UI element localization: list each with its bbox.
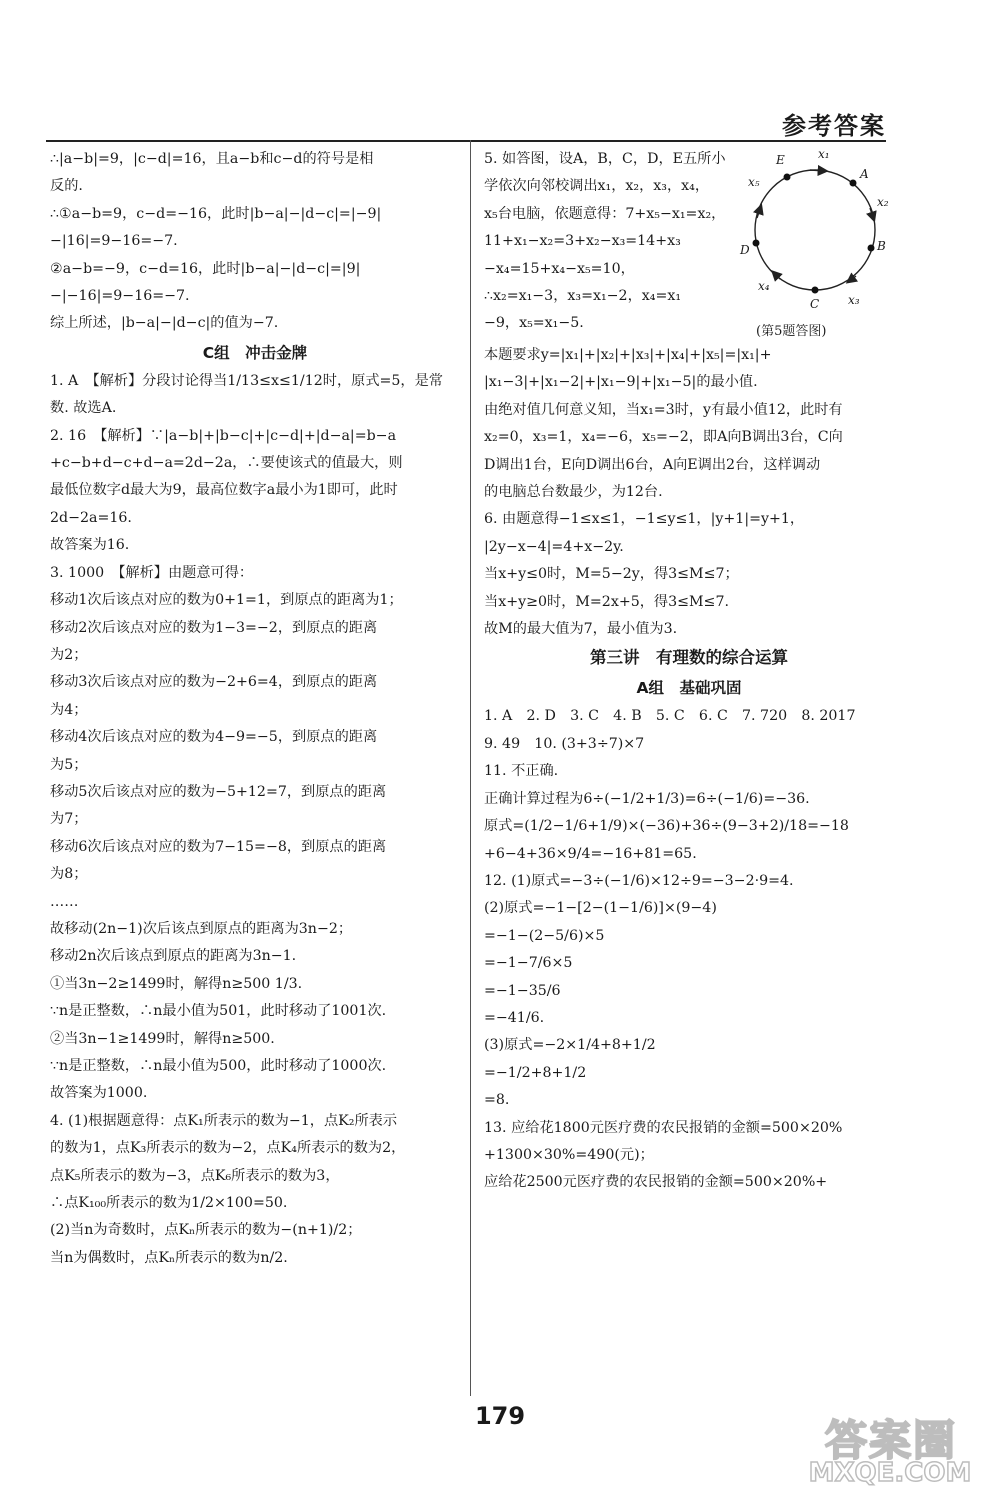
edge-x3-label: x₃ (848, 293, 860, 307)
text-line: −9，x₅=x₁−5. (484, 315, 584, 332)
text-line: 5. 如答图，设A，B，C，D，E五所小 (484, 151, 726, 167)
text-line: 移动2次后该点对应的数为1−3=−2，到原点的距离 (50, 619, 378, 636)
page-number: 179 (474, 1402, 526, 1430)
text-line: 6. 由题意得−1≤x≤1，−1≤y≤1，|y+1|=y+1， (484, 511, 805, 528)
text-line: =−1/2+8+1/2 (484, 1064, 587, 1081)
text-line: 移动6次后该点对应的数为7−15=−8，到原点的距离 (50, 838, 387, 855)
watermark-bottom-text: MXQE.COM (808, 1458, 972, 1488)
text-line: 移动3次后该点对应的数为−2+6=4，到原点的距离 (50, 674, 378, 691)
diagram-caption: (第5题答图) (756, 324, 827, 339)
text-line: D调出1台，E向D调出6台，A向E调出2台，这样调动 (484, 456, 821, 473)
text-line: 本题要求y=|x₁|+|x₂|+|x₃|+|x₄|+|x₅|=|x₁|+ (484, 347, 772, 363)
text-line: 正确计算过程为6÷(−1/2+1/3)=6÷(−1/6)=−36. (484, 790, 810, 807)
node-E-label: E (776, 153, 785, 167)
text-line: ∴|a−b|=9，|c−d|=16，且a−b和c−d的符号是相 (50, 151, 374, 167)
text-line: (2)当n为奇数时，点Kₙ所表示的数为−(n+1)/2； (50, 1222, 362, 1239)
text-line: 13. 应给花1800元医疗费的农民报销的金额=500×20% (484, 1119, 843, 1136)
right-column (484, 342, 894, 1197)
text-line: 移动2n次后该点到原点的距离为3n−1. (50, 948, 297, 965)
text-line: 故M的最大值为7，最小值为3. (484, 621, 678, 638)
text-line: …… (50, 893, 79, 910)
text-line: 移动4次后该点对应的数为4−9=−5，到原点的距离 (50, 729, 378, 746)
cycle-diagram (740, 148, 890, 344)
text-line: =8. (484, 1092, 510, 1109)
text-line: 9. 49 10. (3+3÷7)×7 (484, 735, 645, 752)
text-line: 反的. (50, 178, 83, 195)
text-line: −x₄=15+x₄−x₅=10， (484, 260, 635, 277)
edge-x5-label: x₅ (748, 175, 760, 189)
text-line: ∴①a−b=9，c−d=−16，此时|b−a|−|d−c|=|−9| (50, 205, 382, 222)
node-B-dot (868, 245, 875, 252)
text-line: ②当3n−1≥1499时，解得n≥500. (50, 1030, 275, 1047)
node-C-dot (812, 287, 819, 294)
text-line: 2. 16 【解析】∵|a−b|+|b−c|+|c−d|+|d−a|=b−a (50, 427, 397, 444)
edge-x2-label: x₂ (877, 195, 889, 209)
text-line: +6−4+36×9/4=−16+81=65. (484, 845, 697, 862)
node-A-label: A (860, 167, 869, 181)
text-line: 数. 故选A. (50, 400, 117, 417)
text-line: x₂=0，x₃=1，x₄=−6，x₅=−2，即A向B调出3台，C向 (484, 429, 843, 446)
text-line: 移动1次后该点对应的数为0+1=1，到原点的距离为1； (50, 592, 403, 609)
text-line: x₅台电脑，依题意得：7+x₅−x₁=x₂， (484, 205, 726, 222)
text-line: 点K₅所表示的数为−3，点K₆所表示的数为3， (50, 1167, 340, 1184)
text-line: |x₁−3|+|x₁−2|+|x₁−9|+|x₁−5|的最小值. (484, 374, 758, 391)
node-B-label: B (877, 239, 886, 253)
text-line: 为5； (50, 756, 88, 773)
text-line: ①当3n−2≥1499时，解得n≥500 1/3. (50, 975, 303, 992)
text-line: =−1−(2−5/6)×5 (484, 927, 605, 944)
text-line: 11+x₁−x₂=3+x₂−x₃=14+x₃ (484, 233, 681, 250)
text-line: 应给花2500元医疗费的农民报销的金额=500×20%+ (484, 1174, 828, 1191)
text-line: =−41/6. (484, 1009, 545, 1026)
text-line: 故答案为1000. (50, 1085, 148, 1102)
text-line: −|−16|=9−16=−7. (50, 288, 190, 305)
node-D-dot (753, 240, 760, 247)
text-line: =−1−7/6×5 (484, 955, 573, 972)
text-line: 3. 1000 【解析】由题意可得： (50, 564, 254, 581)
watermark-top-text: 答案圈 (824, 1416, 957, 1465)
text-line: 12. (1)原式=−3÷(−1/6)×12÷9=−3−2·9=4. (484, 872, 794, 889)
text-line: +1300×30%=490(元)； (484, 1146, 654, 1163)
text-line: ∴x₂=x₁−3，x₃=x₁−2，x₄=x₁ (484, 288, 682, 305)
node-A-dot (850, 180, 857, 187)
node-E-dot (784, 174, 791, 181)
text-line: (3)原式=−2×1/4+8+1/2 (484, 1037, 656, 1054)
text-line: 的数为1，点K₃所表示的数为−2，点K₄所表示的数为2， (50, 1140, 406, 1157)
node-D-label: D (740, 243, 750, 257)
text-line: 的电脑总台数最少，为12台. (484, 484, 663, 501)
text-line: 当x+y≤0时，M=5−2y，得3≤M≤7； (484, 566, 739, 583)
text-line: 故答案为16. (50, 537, 130, 554)
section-heading: C组 冲击金牌 (202, 343, 308, 362)
text-line: 当n为偶数时，点Kₙ所表示的数为n/2. (50, 1249, 288, 1266)
page-header-title: 参考答案 (782, 112, 886, 140)
text-line: 为2； (50, 646, 88, 663)
text-line: 移动5次后该点对应的数为−5+12=7，到原点的距离 (50, 783, 387, 800)
text-line: ∵n是正整数，∴n最小值为501，此时移动了1001次. (50, 1003, 387, 1020)
text-line: |2y−x−4|=4+x−2y. (484, 538, 624, 555)
text-line: ②a−b=−9，c−d=16，此时|b−a|−|d−c|=|9| (50, 260, 361, 277)
text-line: +c−b+d−c+d−a=2d−2a，∴要使该式的值最大，则 (50, 455, 403, 472)
edge-x4-label: x₄ (758, 279, 770, 293)
edge-x1-label: x₁ (818, 147, 830, 161)
header-rule (46, 140, 886, 142)
text-line: ∵n是正整数，∴n最小值为500，此时移动了1000次. (50, 1058, 387, 1074)
text-line: 原式=(1/2−1/6+1/9)×(−36)+36÷(9−3+2)/18=−18 (484, 818, 849, 835)
text-line: 由绝对值几何意义知，当x₁=3时，y有最小值12，此时有 (484, 401, 843, 418)
section-heading: A组 基础巩固 (636, 679, 742, 698)
text-line: 1. A 2. D 3. C 4. B 5. C 6. C 7. 720 8. 2017 (484, 708, 856, 725)
text-line: 当x+y≥0时，M=2x+5，得3≤M≤7. (484, 593, 729, 610)
node-C-label: C (810, 297, 820, 311)
left-column (50, 146, 460, 1272)
text-line: (2)原式=−1−[2−(1−1/6)]×(9−4) (484, 900, 717, 917)
text-line: 学依次向邻校调出x₁，x₂，x₃，x₄， (484, 178, 710, 195)
text-line: 4. (1)根据题意得：点K₁所表示的数为−1，点K₂所表示 (50, 1112, 398, 1129)
text-line: 为4； (50, 701, 88, 718)
text-line: 综上所述，|b−a|−|d−c|的值为−7. (50, 315, 279, 332)
text-line: 为7； (50, 811, 88, 828)
text-line: −|16|=9−16=−7. (50, 233, 178, 250)
text-line: 为8； (50, 866, 88, 883)
watermark-logo (792, 1408, 988, 1488)
text-line: 1. A 【解析】分段讨论得当1/13≤x≤1/12时，原式=5，是常 (50, 372, 443, 389)
column-divider (470, 140, 471, 1396)
text-line: ∴点K₁₀₀所表示的数为1/2×100=50. (50, 1195, 288, 1212)
right-column-top (484, 146, 746, 338)
text-line: 最低位数字d最大为9，最高位数字a最小为1即可，此时 (50, 482, 398, 499)
text-line: 11. 不正确. (484, 763, 559, 780)
text-line: 2d−2a=16. (50, 509, 132, 526)
text-line: =−1−35/6 (484, 982, 561, 999)
text-line: 故移动(2n−1)次后该点到原点的距离为3n−2； (50, 920, 353, 937)
section-heading: 第三讲 有理数的综合运算 (590, 648, 788, 668)
